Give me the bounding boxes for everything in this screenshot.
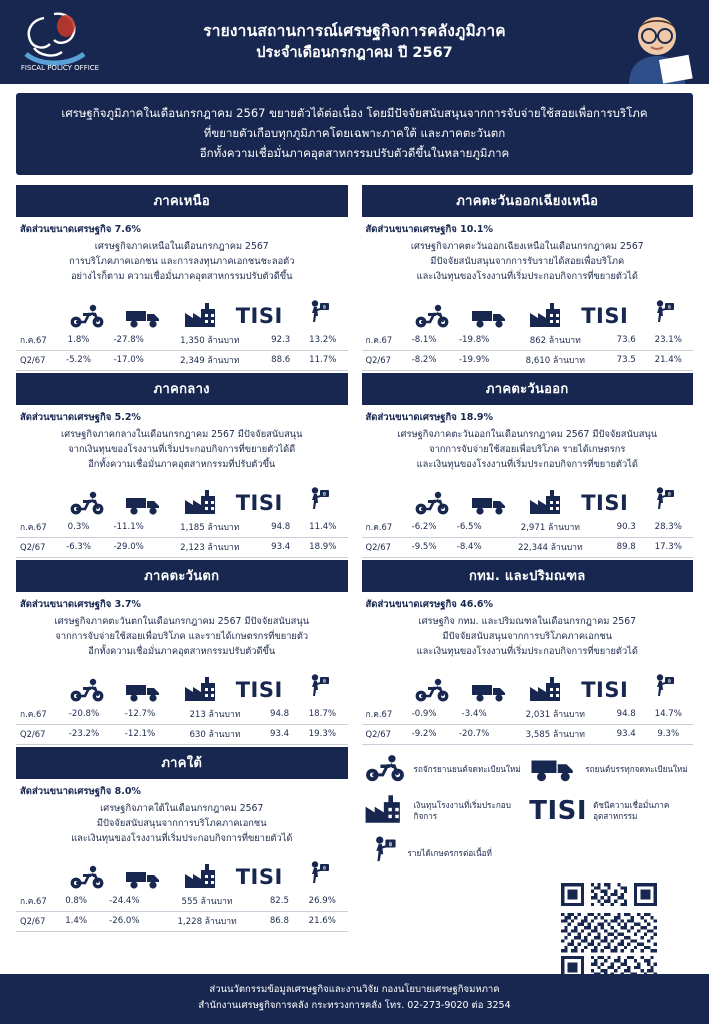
truck-icon bbox=[116, 492, 174, 516]
desc-line-3: และเงินทุนของโรงงานที่เริ่มประกอบกิจการที่ขยายตัวได้ bbox=[416, 645, 638, 657]
truck-icon bbox=[461, 492, 519, 516]
legend-label: เงินทุนโรงงานที่เริ่มประกอบกิจการ bbox=[413, 800, 511, 821]
region-data-table bbox=[16, 705, 348, 745]
cell-motorcycle: -8.2% bbox=[402, 350, 447, 370]
table-row bbox=[16, 518, 348, 538]
region-card-central bbox=[16, 373, 348, 558]
svg-text:฿: ฿ bbox=[322, 678, 326, 685]
regions-grid bbox=[16, 185, 693, 978]
row-label: Q2/67 bbox=[16, 911, 56, 931]
table-row bbox=[16, 892, 348, 912]
row-label: ก.ค.67 bbox=[16, 705, 56, 725]
indicator-icons bbox=[16, 661, 348, 705]
tisi-icon bbox=[231, 303, 289, 329]
region-description bbox=[16, 427, 348, 474]
title-line-2: ประจำเดือนกรกฎาคม ปี 2567 bbox=[256, 44, 453, 61]
motorcycle-icon bbox=[404, 490, 462, 516]
row-label: ก.ค.67 bbox=[16, 331, 56, 351]
truck-icon bbox=[116, 305, 174, 329]
svg-text:฿: ฿ bbox=[668, 678, 672, 685]
cell-tisi: 94.8 bbox=[609, 705, 644, 725]
desc-line-2: จากเงินทุนของโรงงานที่เริ่มประกอบกิจการที่ขยายตัวได้ดี bbox=[68, 443, 296, 455]
region-description bbox=[362, 427, 694, 474]
motorcycle-icon bbox=[404, 303, 462, 329]
region-description bbox=[16, 239, 348, 286]
region-share: สัดส่วนขนาดเศรษฐกิจ 3.7% bbox=[20, 598, 141, 610]
table-row bbox=[362, 331, 694, 351]
legend-item-tisi bbox=[529, 796, 693, 826]
cell-factory: 2,123 ล้านบาท bbox=[156, 537, 263, 557]
cell-truck: -19.8% bbox=[447, 331, 502, 351]
intro-banner bbox=[16, 93, 693, 175]
tisi-label: TISI bbox=[581, 490, 629, 515]
factory-icon bbox=[173, 862, 231, 890]
page-title bbox=[203, 20, 506, 65]
page-header bbox=[0, 0, 709, 84]
desc-line-1: เศรษฐกิจ กทม. และปริมณฑลในเดือนกรกฎาคม 2567 bbox=[418, 615, 637, 627]
cell-tisi: 73.6 bbox=[609, 331, 644, 351]
table-row bbox=[362, 350, 694, 370]
svg-text:฿: ฿ bbox=[668, 491, 672, 498]
factory-icon bbox=[362, 793, 408, 829]
title-line-1: รายงานสถานการณ์เศรษฐกิจการคลังภูมิภาค bbox=[203, 21, 506, 40]
motorcycle-icon bbox=[362, 753, 408, 787]
indicator-icons bbox=[362, 287, 694, 331]
row-label: Q2/67 bbox=[16, 537, 56, 557]
tisi-icon bbox=[576, 303, 634, 329]
truck-icon bbox=[116, 679, 174, 703]
region-data-table bbox=[362, 705, 694, 745]
table-row bbox=[16, 350, 348, 370]
cell-motorcycle: -9.5% bbox=[402, 537, 447, 557]
cell-tisi: 82.5 bbox=[262, 892, 297, 912]
svg-text:FISCAL POLICY OFFICE: FISCAL POLICY OFFICE bbox=[20, 64, 100, 72]
cell-factory: 555 ล้านบาท bbox=[152, 892, 261, 912]
fpo-logo bbox=[14, 8, 106, 74]
cell-tisi: 93.4 bbox=[263, 537, 298, 557]
truck-icon bbox=[461, 305, 519, 329]
cell-farmer: 11.7% bbox=[298, 350, 347, 370]
motorcycle-icon bbox=[58, 490, 116, 516]
region-share: สัดส่วนขนาดเศรษฐกิจ 10.1% bbox=[365, 224, 494, 236]
cell-factory: 2,971 ล้านบาท bbox=[492, 518, 609, 538]
table-row bbox=[362, 724, 694, 744]
row-label: ก.ค.67 bbox=[362, 518, 402, 538]
cell-truck: -12.7% bbox=[112, 705, 168, 725]
region-title: กทม. และปริมณฑล bbox=[362, 560, 694, 592]
desc-line-2: มีปัจจัยสนับสนุนจากการรับรายได้สอยเพื่อบริโภค bbox=[430, 256, 625, 268]
region-data-table bbox=[16, 892, 348, 932]
tisi-icon bbox=[231, 490, 289, 516]
desc-line-1: เศรษฐกิจภาคตะวันตกในเดือนกรกฎาคม 2567 มีปัจจัยสนับสนุน bbox=[54, 615, 310, 627]
cell-motorcycle: -8.1% bbox=[402, 331, 447, 351]
intro-line-3: อีกทั้งความเชื่อมั่นภาคอุตสาหกรรมปรับตัวดีขึ้นในหลายภูมิภาค bbox=[199, 146, 510, 161]
factory-icon bbox=[173, 675, 231, 703]
desc-line-1: เศรษฐกิจภาคตะวันออกเฉียงเหนือในเดือนกรกฎาคม 2567 bbox=[410, 241, 644, 253]
indicator-icons bbox=[16, 474, 348, 518]
motorcycle-icon bbox=[58, 864, 116, 890]
cell-truck: -24.4% bbox=[96, 892, 152, 912]
cell-truck: -29.0% bbox=[101, 537, 156, 557]
cell-truck: -27.8% bbox=[101, 331, 156, 351]
footer-line-2: สำนักงานเศรษฐกิจการคลัง กระทรวงการคลัง โทร. 02-273-9020 ต่อ 3254 bbox=[198, 999, 511, 1011]
cell-tisi: 93.4 bbox=[609, 724, 644, 744]
cell-farmer: 14.7% bbox=[644, 705, 693, 725]
row-label: ก.ค.67 bbox=[362, 705, 402, 725]
row-label: Q2/67 bbox=[362, 537, 402, 557]
factory-icon bbox=[173, 301, 231, 329]
desc-line-2: จากการจับจ่ายใช้สอยเพื่อบริโภค และรายได้เกษตรกรที่ขยายตัว bbox=[55, 630, 309, 642]
svg-text:฿: ฿ bbox=[322, 865, 326, 872]
desc-line-1: เศรษฐกิจภาคใต้ในเดือนกรกฎาคม 2567 bbox=[100, 802, 264, 814]
region-card-bangkok bbox=[362, 560, 694, 745]
motorcycle-icon bbox=[58, 677, 116, 703]
cell-motorcycle: -0.9% bbox=[402, 705, 447, 725]
table-row bbox=[16, 724, 348, 744]
desc-line-2: มีปัจจัยสนับสนุนจากการบริโภคภาคเอกชน bbox=[442, 630, 613, 642]
cell-factory: 1,350 ล้านบาท bbox=[156, 331, 263, 351]
table-row bbox=[16, 911, 348, 931]
cell-truck: -6.5% bbox=[447, 518, 492, 538]
motorcycle-icon bbox=[404, 677, 462, 703]
cell-factory: 22,344 ล้านบาท bbox=[492, 537, 609, 557]
cell-motorcycle: -6.2% bbox=[402, 518, 447, 538]
region-description bbox=[16, 801, 348, 848]
tisi-label: TISI bbox=[235, 864, 283, 889]
cell-truck: -20.7% bbox=[447, 724, 502, 744]
farmer-icon bbox=[288, 486, 346, 516]
cell-tisi: 73.5 bbox=[609, 350, 644, 370]
row-label: ก.ค.67 bbox=[16, 518, 56, 538]
intro-line-1: เศรษฐกิจภูมิภาคในเดือนกรกฎาคม 2567 ขยายตัวได้ต่อเนื่อง โดยมีปัจจัยสนับสนุนจากการจับจ่ายใช้สอยเพื่อการบริโภค bbox=[61, 106, 648, 120]
farmer-icon bbox=[362, 835, 402, 873]
region-data-table bbox=[16, 331, 348, 371]
cell-farmer: 18.9% bbox=[298, 537, 347, 557]
legend-item-motorcycle bbox=[362, 753, 526, 787]
region-card-west bbox=[16, 560, 348, 745]
legend-label: รถยนต์บรรทุกจดทะเบียนใหม่ bbox=[585, 764, 688, 775]
cell-tisi: 86.8 bbox=[262, 911, 297, 931]
farmer-icon bbox=[288, 299, 346, 329]
factory-icon bbox=[519, 675, 577, 703]
cell-farmer: 28.3% bbox=[644, 518, 693, 538]
region-card-northeast bbox=[362, 185, 694, 370]
tisi-icon bbox=[231, 864, 289, 890]
legend-item-factory bbox=[362, 793, 526, 829]
cell-tisi: 92.3 bbox=[263, 331, 298, 351]
cell-factory: 862 ล้านบาท bbox=[502, 331, 609, 351]
region-title: ภาคใต้ bbox=[16, 747, 348, 779]
cell-factory: 8,610 ล้านบาท bbox=[502, 350, 609, 370]
cell-farmer: 17.3% bbox=[644, 537, 693, 557]
tisi-label: TISI bbox=[235, 303, 283, 328]
region-title: ภาคกลาง bbox=[16, 373, 348, 405]
cell-farmer: 9.3% bbox=[644, 724, 693, 744]
legend-grid bbox=[362, 753, 694, 873]
row-label: Q2/67 bbox=[16, 724, 56, 744]
region-share: สัดส่วนขนาดเศรษฐกิจ 46.6% bbox=[365, 598, 494, 610]
region-card-south bbox=[16, 747, 348, 977]
table-row bbox=[16, 705, 348, 725]
motorcycle-icon bbox=[58, 303, 116, 329]
cell-tisi: 90.3 bbox=[609, 518, 644, 538]
indicator-icons bbox=[16, 848, 348, 892]
region-card-north bbox=[16, 185, 348, 370]
page-footer bbox=[0, 974, 709, 1024]
cell-farmer: 13.2% bbox=[298, 331, 347, 351]
desc-line-3: และเงินทุนของโรงงานที่เริ่มประกอบกิจการที่ขยายตัวได้ bbox=[416, 271, 638, 283]
cell-truck: -11.1% bbox=[101, 518, 156, 538]
region-share: สัดส่วนขนาดเศรษฐกิจ 5.2% bbox=[20, 411, 141, 423]
cell-farmer: 26.9% bbox=[297, 892, 347, 912]
table-row bbox=[16, 537, 348, 557]
farmer-icon bbox=[634, 299, 692, 329]
desc-line-1: เศรษฐกิจภาคกลางในเดือนกรกฎาคม 2567 มีปัจจัยสนับสนุน bbox=[61, 428, 303, 440]
tisi-icon bbox=[231, 677, 289, 703]
tisi-label: TISI bbox=[235, 677, 283, 702]
region-share: สัดส่วนขนาดเศรษฐกิจ 8.0% bbox=[20, 785, 141, 797]
cell-motorcycle: -20.8% bbox=[56, 705, 112, 725]
desc-line-3: และเงินทุนของโรงงานที่เริ่มประกอบกิจการที่ขยายตัวได้ bbox=[71, 832, 293, 844]
truck-icon bbox=[116, 866, 174, 890]
cell-farmer: 21.4% bbox=[644, 350, 693, 370]
intro-line-2: ที่ขยายตัวเกือบทุกภูมิภาคโดยเฉพาะภาคใต้ และภาคตะวันตก bbox=[203, 126, 506, 141]
indicator-icons bbox=[362, 474, 694, 518]
factory-icon bbox=[519, 301, 577, 329]
region-title: ภาคเหนือ bbox=[16, 185, 348, 217]
svg-text:฿: ฿ bbox=[322, 491, 326, 498]
region-title: ภาคตะวันออกเฉียงเหนือ bbox=[362, 185, 694, 217]
truck-icon bbox=[529, 753, 579, 787]
region-share: สัดส่วนขนาดเศรษฐกิจ 18.9% bbox=[365, 411, 494, 423]
desc-line-3: อย่างไรก็ตาม ความเชื่อมั่นภาคอุตสาหกรรมปรับตัวดีขึ้น bbox=[70, 271, 293, 283]
cell-farmer: 18.7% bbox=[297, 705, 347, 725]
cell-truck: -8.4% bbox=[447, 537, 492, 557]
tisi-icon bbox=[576, 490, 634, 516]
region-title: ภาคตะวันตก bbox=[16, 560, 348, 592]
region-share: สัดส่วนขนาดเศรษฐกิจ 7.6% bbox=[20, 224, 141, 236]
qr-code[interactable] bbox=[561, 883, 657, 979]
cell-truck: -17.0% bbox=[101, 350, 156, 370]
cell-farmer: 19.3% bbox=[297, 724, 347, 744]
desc-line-3: อีกทั้งความเชื่อมั่นภาคอุตสาหกรรมปรับตัวดีขึ้น bbox=[88, 645, 276, 657]
farmer-icon bbox=[288, 860, 346, 890]
legend-label: ดัชนีความเชื่อมั่นภาคอุตสาหกรรม bbox=[593, 800, 670, 821]
truck-icon bbox=[461, 679, 519, 703]
cell-truck: -19.9% bbox=[447, 350, 502, 370]
cell-motorcycle: -6.3% bbox=[56, 537, 101, 557]
cell-farmer: 21.6% bbox=[297, 911, 347, 931]
cell-truck: -3.4% bbox=[447, 705, 502, 725]
legend-item-truck bbox=[529, 753, 693, 787]
svg-text:฿: ฿ bbox=[388, 841, 392, 848]
region-description bbox=[16, 614, 348, 661]
cell-motorcycle: 0.8% bbox=[56, 892, 96, 912]
cell-motorcycle: 1.4% bbox=[56, 911, 96, 931]
avatar bbox=[615, 2, 699, 84]
cell-truck: -26.0% bbox=[96, 911, 152, 931]
cell-tisi: 89.8 bbox=[609, 537, 644, 557]
cell-factory: 213 ล้านบาท bbox=[168, 705, 262, 725]
region-data-table bbox=[362, 331, 694, 371]
desc-line-3: และเงินทุนของโรงงานที่เริ่มประกอบกิจการที่ขยายตัวได้ bbox=[416, 458, 638, 470]
legend-item-farmer bbox=[362, 835, 526, 873]
desc-line-3: อีกทั้งความเชื่อมั่นภาคอุตสาหกรรมที่ปรับตัวขึ้น bbox=[88, 458, 276, 470]
cell-factory: 2,349 ล้านบาท bbox=[156, 350, 263, 370]
row-label: ก.ค.67 bbox=[362, 331, 402, 351]
farmer-icon bbox=[288, 673, 346, 703]
legend-label: รถจักรยานยนต์จดทะเบียนใหม่ bbox=[413, 764, 521, 775]
cell-factory: 630 ล้านบาท bbox=[168, 724, 262, 744]
indicator-icons bbox=[16, 287, 348, 331]
table-row bbox=[362, 705, 694, 725]
cell-tisi: 94.8 bbox=[262, 705, 297, 725]
footer-line-1: ส่วนนวัตกรรมข้อมูลเศรษฐกิจและงานวิจัย กองนโยบายเศรษฐกิจมหภาค bbox=[209, 983, 500, 995]
region-description bbox=[362, 614, 694, 661]
cell-tisi: 88.6 bbox=[263, 350, 298, 370]
row-label: ก.ค.67 bbox=[16, 892, 56, 912]
cell-motorcycle: 0.3% bbox=[56, 518, 101, 538]
svg-text:฿: ฿ bbox=[322, 304, 326, 311]
indicator-icons bbox=[362, 661, 694, 705]
cell-motorcycle: 1.8% bbox=[56, 331, 101, 351]
cell-motorcycle: -5.2% bbox=[56, 350, 101, 370]
cell-factory: 1,228 ล้านบาท bbox=[152, 911, 261, 931]
tisi-label: TISI bbox=[581, 303, 629, 328]
row-label: Q2/67 bbox=[16, 350, 56, 370]
table-row bbox=[362, 537, 694, 557]
desc-line-1: เศรษฐกิจภาคตะวันออกในเดือนกรกฎาคม 2567 มีปัจจัยสนับสนุน bbox=[397, 428, 658, 440]
region-card-east bbox=[362, 373, 694, 558]
tisi-icon bbox=[576, 677, 634, 703]
row-label: Q2/67 bbox=[362, 350, 402, 370]
cell-factory: 3,585 ล้านบาท bbox=[502, 724, 609, 744]
factory-icon bbox=[519, 488, 577, 516]
cell-motorcycle: -23.2% bbox=[56, 724, 112, 744]
desc-line-2: การบริโภคภาคเอกชน และการลงทุนภาคเอกชนชะลอตัว bbox=[69, 256, 295, 268]
cell-tisi: 94.8 bbox=[263, 518, 298, 538]
cell-factory: 2,031 ล้านบาท bbox=[502, 705, 609, 725]
region-data-table bbox=[16, 518, 348, 558]
desc-line-2: จากการจับจ่ายใช้สอยเพื่อบริโภค รายได้เกษตรกร bbox=[429, 443, 626, 455]
cell-motorcycle: -9.2% bbox=[402, 724, 447, 744]
table-row bbox=[362, 518, 694, 538]
legend-label: รายได้เกษตรกรต่อเนื้อที่ bbox=[407, 848, 492, 859]
region-data-table bbox=[362, 518, 694, 558]
svg-text:฿: ฿ bbox=[668, 304, 672, 311]
tisi-label: TISI bbox=[581, 677, 629, 702]
cell-farmer: 23.1% bbox=[644, 331, 693, 351]
cell-tisi: 93.4 bbox=[262, 724, 297, 744]
farmer-icon bbox=[634, 486, 692, 516]
cell-factory: 1,185 ล้านบาท bbox=[156, 518, 263, 538]
cell-farmer: 11.4% bbox=[298, 518, 347, 538]
legend-panel bbox=[362, 747, 694, 979]
factory-icon bbox=[173, 488, 231, 516]
cell-truck: -12.1% bbox=[112, 724, 168, 744]
region-title: ภาคตะวันออก bbox=[362, 373, 694, 405]
row-label: Q2/67 bbox=[362, 724, 402, 744]
tisi-icon: TISI bbox=[529, 795, 588, 826]
table-row bbox=[16, 331, 348, 351]
region-description bbox=[362, 239, 694, 286]
farmer-icon bbox=[634, 673, 692, 703]
desc-line-2: มีปัจจัยสนับสนุนจากการบริโภคภาคเอกชน bbox=[96, 817, 267, 829]
tisi-label: TISI bbox=[235, 490, 283, 515]
desc-line-1: เศรษฐกิจภาคเหนือในเดือนกรกฎาคม 2567 bbox=[94, 241, 269, 253]
